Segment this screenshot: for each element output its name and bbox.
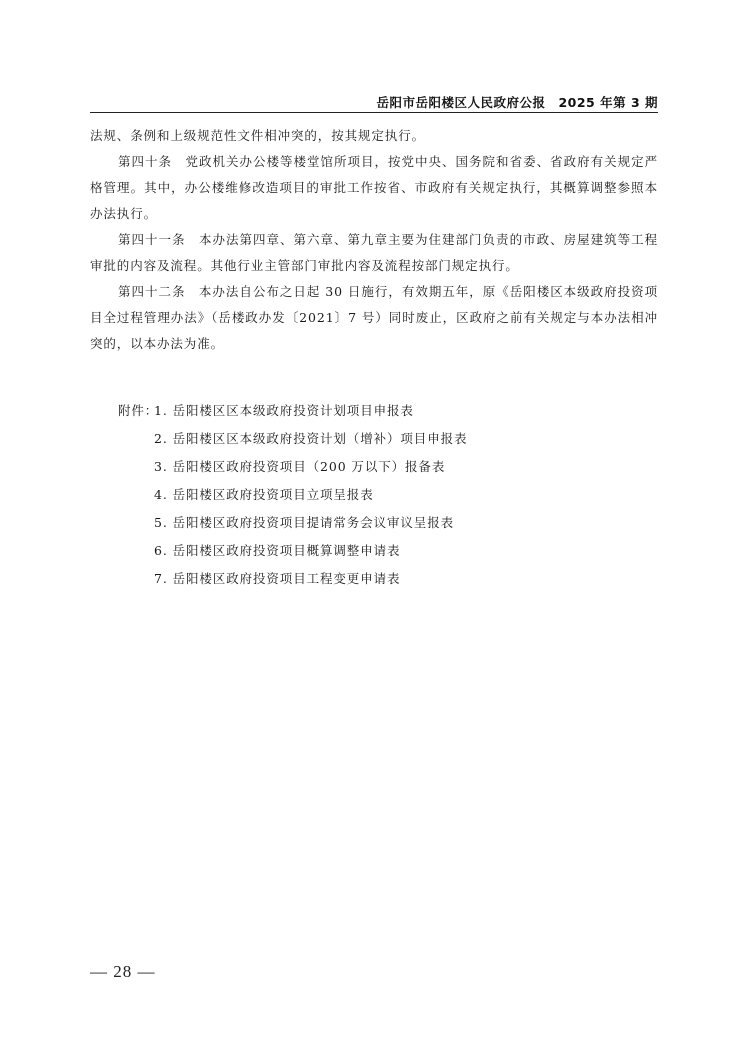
paragraph-article-40: 第四十条 党政机关办公楼等楼堂馆所项目，按党中央、国务院和省委、省政府有关规定严格管理。其中，办公楼维修改造项目的审批工作按省、市政府有关规定执行，其概算调整参照本办法执行。 — [90, 154, 658, 221]
attachment-item-label: 5. 岳阳楼区政府投资项目提请常务会议审议呈报表 — [154, 515, 455, 530]
attachment-item — [118, 481, 638, 509]
attachment-item — [118, 537, 638, 565]
attachment-item — [118, 453, 638, 481]
page-header: 岳阳市岳阳楼区人民政府公报 2025 年第 3 期 — [376, 95, 658, 110]
attachments-list — [118, 397, 638, 593]
attachment-item-label: 7. 岳阳楼区政府投资项目工程变更申请表 — [154, 571, 401, 586]
page-number: — 28 — — [90, 962, 156, 981]
paragraph-continuation: 法规、条例和上级规范性文件相冲突的，按其规定执行。 — [90, 128, 426, 143]
attachment-item — [118, 565, 638, 593]
attachment-item-label: 3. 岳阳楼区政府投资项目（200 万以下）报备表 — [154, 459, 446, 474]
paragraph-article-42: 第四十二条 本办法自公布之日起 30 日施行，有效期五年，原《岳阳楼区本级政府投资项目全过程管理办法》（岳楼政办发〔2021〕7 号）同时废止，区政府之前有关规定与本办法相冲突的，以本办法为准。 — [90, 284, 658, 351]
header-divider — [90, 112, 658, 113]
attachments-label: 附件： — [118, 403, 159, 418]
attachment-item-label: 1. 岳阳楼区区本级政府投资计划项目申报表 — [154, 403, 414, 418]
attachment-item-label: 2. 岳阳楼区区本级政府投资计划（增补）项目申报表 — [154, 431, 468, 446]
paragraph-article-41: 第四十一条 本办法第四章、第六章、第九章主要为住建部门负责的市政、房屋建筑等工程审批的内容及流程。其他行业主管部门审批内容及流程按部门规定执行。 — [90, 232, 658, 273]
attachment-item — [118, 509, 638, 537]
attachment-item-label: 6. 岳阳楼区政府投资项目概算调整申请表 — [154, 543, 401, 558]
attachment-item-label: 4. 岳阳楼区政府投资项目立项呈报表 — [154, 487, 374, 502]
attachment-item — [118, 397, 638, 425]
attachment-item — [118, 425, 638, 453]
body-text — [90, 123, 658, 357]
